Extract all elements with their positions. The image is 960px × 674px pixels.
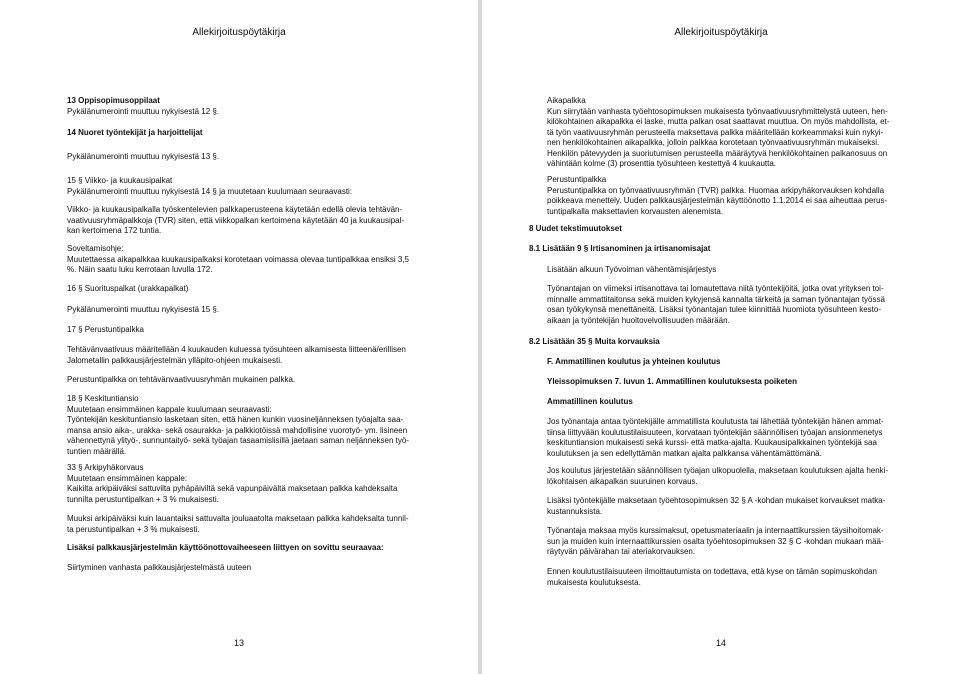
page-number: 13 bbox=[233, 638, 244, 648]
section-heading: 16 § Suorituspalkat (urakkapalkat) bbox=[67, 284, 189, 293]
section-heading: Lisäksi palkkausjärjestelmän käyttöönottovaiheeseen liittyen on sovittu seuraavaa: bbox=[67, 543, 384, 552]
section-heading: 8 Uudet tekstimuutokset bbox=[529, 224, 622, 233]
paragraph: Tehtävänvaativuus määritellään 4 kuukauden kuluessa työsuhteen alkamisesta liitteenä/erillisen Jalometallin palkkausjärjestelmän ylläpito-ohjeen mukaisesti. bbox=[67, 345, 406, 365]
paragraph: Työnantajan on viimeksi irtisanottava tai lomautettava niitä työntekijöitä, jotka ovat yrityksen toi- minnalle ammattitaitonsa sekä muiden kykyjensä kannalta tärkeitä ja saman työnantajan työssä osan työkykynsä menettäneitä. Lisäksi työnantajan tulee kiinnittää huomiota työsuhteen kesto- aikaan ja työntekijän huoltovelvollisuuden määrään. bbox=[547, 284, 885, 325]
document-page-left bbox=[0, 0, 478, 674]
page-header: Allekirjoituspöytäkirja bbox=[192, 27, 286, 38]
paragraph: Pykälänumerointi muuttuu nykyisestä 13 §. bbox=[67, 152, 220, 161]
paragraph: 33 § Arkipyhäkorvaus Muutetaan ensimmäinen kappale: Kaikilta arkipäiväksi sattuvilta pyhäpäiviltä sekä vapunpäivältä maksetaan palkka kahdeksalta tunnilta perustuntipalkan + 3 % mukaisesti. bbox=[67, 463, 398, 504]
paragraph: Pykälänumerointi muuttuu nykyisestä 15 §. bbox=[67, 305, 220, 314]
paragraph: 15 § Viikko- ja kuukausipalkat Pykälänumerointi muuttuu nykyisestä 14 § ja muutetaan kuulumaan seuraavasti: bbox=[67, 176, 353, 196]
paragraph: Siirtyminen vanhasta palkkausjärjestelmästä uuteen bbox=[67, 563, 252, 572]
paragraph: Perustuntipalkka Perustuntipalkka on työnvaativuusryhmän (TVR) palkka. Huomaa arkipyhäkorvauksen kohdalla poikkeava menettely. Uuden palkkausjärjestelmän käyttöönotto 1.1.2014 ei saa aiheuttaa perus- tuntipalkalla maksettavien korvausten alenemista. bbox=[547, 175, 888, 216]
section-heading: Ammatillinen koulutus bbox=[547, 397, 633, 406]
section-heading: 8.1 Lisätään 9 § Irtisanominen ja irtisanomisajat bbox=[529, 244, 711, 253]
section-heading: 14 Nuoret työntekijät ja harjoittelijat bbox=[67, 128, 203, 137]
paragraph: Pykälänumerointi muuttuu nykyisestä 12 §. bbox=[67, 107, 220, 116]
page-number: 14 bbox=[715, 638, 726, 648]
document-page-right bbox=[482, 0, 960, 674]
section-heading: F. Ammatillinen koulutus ja yhteinen koulutus bbox=[547, 357, 721, 366]
paragraph: 18 § Keskituntiansio Muutetaan ensimmäinen kappale kuulumaan seuraavasti: Työntekijän keskituntiansio lasketaan siten, että hänen kunkin vuosineljänneksen työajalta saa- mansa ansio aika-, urakka- sekä osaurakka- ja palkkiotöissä mahdollisine vuorotyö- ym. lisineen vähennettynä ylityö-, sunnuntaityö- sekä työajan tasaamislisillä jaetaan saman neljänneksen työ- tuntien määrällä. bbox=[67, 394, 409, 456]
paragraph: Viikko- ja kuukausipalkalla työskentelevien palkkaperusteena käytetään edellä olevia tehtävän- vaativuusryhmäpalkkoja (TVR) siten, että viikkopalkan kertoimena käytetään 40 ja kuukausipal- kan kertoimena 172 tuntia. bbox=[67, 205, 405, 235]
paragraph: Lisäksi työntekijälle maksetaan työehtosopimuksen 32 § A -kohdan mukaiset korvaukset matka- kustannuksista. bbox=[547, 496, 886, 516]
paragraph: Työnantaja maksaa myös kurssimaksut, opetusmateriaalin ja internaattikurssien täysihoitomak- sun ja muiden kuin internaattikurssien osalta työehtosopimuksen 32 § C -kohdan mukaan mää- räytyvän päivärahan tai ateriakorvauksen. bbox=[547, 526, 884, 556]
paragraph: Lisätään alkuun Työvoiman vähentämisjärjestys bbox=[547, 265, 717, 274]
paragraph: Muuksi arkipäiväksi kuin lauantaiksi sattuvalta jouluaatolta maksetaan palkka kahdeksalta tunnil- ta perustuntipalkan + 3 % mukaisesti. bbox=[67, 514, 409, 534]
paragraph: Jos koulutus järjestetään säännöllisen työajan ulkopuolella, maksetaan koulutuksen ajalta henki- lökohtaisen aikapalkan suuruinen korvaus. bbox=[547, 466, 889, 486]
page-header: Allekirjoituspöytäkirja bbox=[674, 27, 768, 38]
section-heading: 8.2 Lisätään 35 § Muita korvauksia bbox=[529, 337, 660, 346]
paragraph: Soveltamisohje: Muutettaessa aikapalkkaa kuukausipalkaksi korotetaan voimassa olevaa tuntipalkkaa ensiksi 3,5 %. Näin saatu luku kerrotaan luvulla 172. bbox=[67, 244, 409, 274]
paragraph: Aikapalkka Kun siirrytään vanhasta työehtosopimuksen mukaisesta työnvaativuusryhmittelystä uuteen, hen- kilökohtainen aikapalkka ei laske, mutta palkan osat saattavat muuttua. On myös mahdollista, et- tä työn vaativuusryhmän perusteella maksettava palkka määritellään korkeammaksi kuin nykyi- nen henkilökohtainen aikapalkka, jolloin palkkaa korotetaan työnvaativuusryhmän mukaiseksi. Henkilön pätevyyden ja suoriutumisen perusteella määräytyvä henkilökohtainen palkanosuus on vähintään kolme (3) prosenttia työsuhteen kestettyä 4 kuukautta. bbox=[547, 96, 890, 168]
section-heading: 17 § Perustuntipalkka bbox=[67, 325, 144, 334]
section-heading: 13 Oppisopimusoppilaat bbox=[67, 96, 160, 105]
paragraph: Jos työnantaja antaa työntekijälle ammatillista koulutusta tai lähettää työntekijän hänen ammat- tiinsa liittyvään koulutustilaisuuteen, korvataan työntekijän säännöllisen työajan ansionmenetys keskituntiansion mukaisesti sekä kurssi- että matka-ajalta. Kuukausipalkkainen työntekijä saa koulutuksen ja sen edellyttämän matkan ajalta palkkansa vähentämättömänä. bbox=[547, 417, 884, 458]
paragraph: Perustuntipalkka on tehtävänvaativuusryhmän mukainen palkka. bbox=[67, 375, 296, 384]
paragraph: Ennen koulutustilaisuuteen ilmoittautumista on todettava, että kyse on tämän sopimuskohdan mukaisesta koulutuksesta. bbox=[547, 567, 877, 587]
section-heading: Yleissopimuksen 7. luvun 1. Ammatillinen koulutuksesta poiketen bbox=[547, 377, 797, 386]
